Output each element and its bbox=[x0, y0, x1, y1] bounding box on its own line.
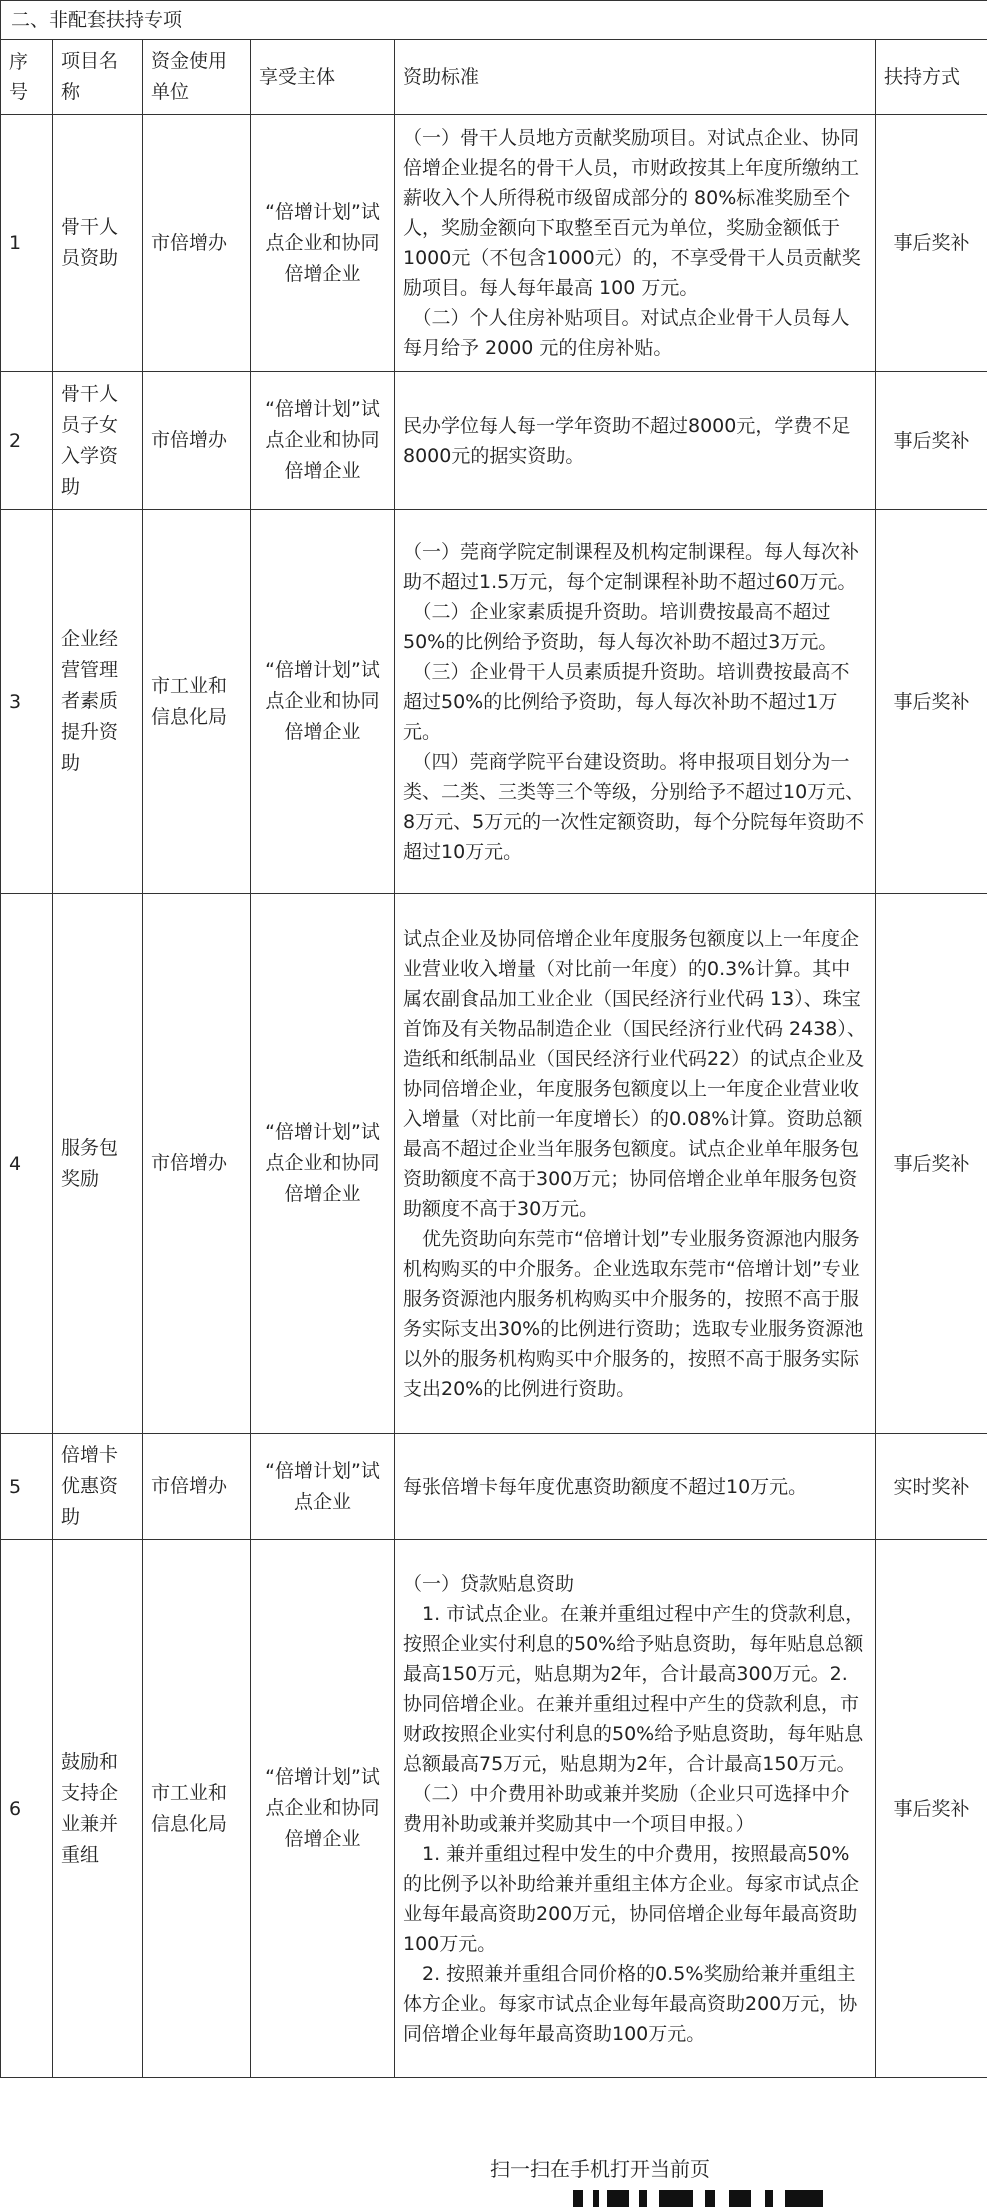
row-subject: “倍增计划”试点企业 bbox=[251, 1434, 395, 1540]
row-standard bbox=[395, 115, 876, 372]
row-mode: 事后奖补 bbox=[876, 1540, 987, 2078]
table-row bbox=[1, 1434, 987, 1540]
row-subject: “倍增计划”试点企业和协同倍增企业 bbox=[251, 894, 395, 1434]
row-index: 3 bbox=[1, 510, 53, 894]
row-index: 5 bbox=[1, 1434, 53, 1540]
row-unit: 市倍增办 bbox=[143, 894, 251, 1434]
table-row bbox=[1, 510, 987, 894]
qr-code-icon bbox=[573, 2190, 823, 2207]
row-name: 倍增卡优惠资助 bbox=[53, 1434, 143, 1540]
row-standard bbox=[395, 894, 876, 1434]
row-mode: 事后奖补 bbox=[876, 510, 987, 894]
standard-text: 试点企业及协同倍增企业年度服务包额度以上一年度企业营业收入增量（对比前一年度）的0.3%计算。其中属农副食品加工业企业（国民经济行业代码 13）、珠宝首饰及有关物品制造企业（国民经济行业代码 2438）、造纸和纸制品业（国民经济行业代码22）的试点企业及协同倍增企业，年度服务包额度以上一年度企业营业收入增量（对比前一年度增长）的0.08%计算。资助总额最高不超过企业当年服务包额度。试点企业单年服务包资助额度不高于300万元；协同倍增企业单年服务包资助额度不高于30万元。 优先资助向东莞市“倍增计划”专业服务资源池内服务机构购买的中介服务。企业选取东莞市“倍增计划”专业服务资源池内服务机构购买中介服务的，按照不高于服务实际支出30%的比例进行资助；选取专业服务资源池以外的服务机构购买中介服务的，按照不高于服务实际支出20%的比例进行资助。 bbox=[403, 927, 866, 1400]
table-row bbox=[1, 1540, 987, 2078]
standard-text: （一）骨干人员地方贡献奖励项目。对试点企业、协同倍增企业提名的骨干人员，市财政按其上年度所缴纳工薪收入个人所得税市级留成部分的 80%标准奖励至个人，奖励金额向下取整至百元为单位，奖励金额低于1000元（不包含1000元）的，不享受骨干人员贡献奖励项目。每人每年最高 100 万元。 （二）个人住房补贴项目。对试点企业骨干人员每人每月给予 2000 元的住房补贴。 bbox=[403, 127, 861, 359]
row-unit: 市倍增办 bbox=[143, 1434, 251, 1540]
row-unit: 市工业和信息化局 bbox=[143, 510, 251, 894]
row-name: 服务包奖励 bbox=[53, 894, 143, 1434]
row-mode: 事后奖补 bbox=[876, 372, 987, 510]
table-row bbox=[1, 372, 987, 510]
standard-text: （一）莞商学院定制课程及机构定制课程。每人每次补助不超过1.5万元，每个定制课程补助不超过60万元。 （二）企业家素质提升资助。培训费按最高不超过50%的比例给予资助，每人每次补助不超过3万元。 （三）企业骨干人员素质提升资助。培训费按最高不超过50%的比例给予资助，每人每次补助不超过1万元。 （四）莞商学院平台建设资助。将申报项目划分为一类、二类、三类等三个等级，分别给予不超过10万元、8万元、5万元的一次性定额资助，每个分院每年资助不超过10万元。 bbox=[403, 540, 865, 863]
row-mode: 实时奖补 bbox=[876, 1434, 987, 1540]
row-standard bbox=[395, 510, 876, 894]
standard-text: 每张倍增卡每年度优惠资助额度不超过10万元。 bbox=[403, 1475, 808, 1498]
header-index: 序号 bbox=[1, 40, 53, 115]
row-unit: 市工业和信息化局 bbox=[143, 1540, 251, 2078]
header-name: 项目名称 bbox=[53, 40, 143, 115]
section-title: 二、非配套扶持专项 bbox=[1, 1, 987, 40]
header-subject: 享受主体 bbox=[251, 40, 395, 115]
row-name: 骨干人员资助 bbox=[53, 115, 143, 372]
row-standard bbox=[395, 1540, 876, 2078]
row-name: 骨干人员子女入学资助 bbox=[53, 372, 143, 510]
header-mode: 扶持方式 bbox=[876, 40, 987, 115]
row-index: 2 bbox=[1, 372, 53, 510]
row-unit: 市倍增办 bbox=[143, 372, 251, 510]
row-standard bbox=[395, 372, 876, 510]
row-standard bbox=[395, 1434, 876, 1540]
header-row bbox=[1, 40, 987, 115]
row-subject: “倍增计划”试点企业和协同倍增企业 bbox=[251, 510, 395, 894]
standard-text: 民办学位每人每一学年资助不超过8000元，学费不足8000元的据实资助。 bbox=[403, 414, 851, 467]
qr-caption: 扫一扫在手机打开当前页 bbox=[490, 2157, 710, 2181]
row-mode: 事后奖补 bbox=[876, 115, 987, 372]
section-title-row bbox=[1, 1, 987, 40]
row-subject: “倍增计划”试点企业和协同倍增企业 bbox=[251, 372, 395, 510]
header-standard: 资助标准 bbox=[395, 40, 876, 115]
table-row bbox=[1, 115, 987, 372]
row-subject: “倍增计划”试点企业和协同倍增企业 bbox=[251, 115, 395, 372]
row-subject: “倍增计划”试点企业和协同倍增企业 bbox=[251, 1540, 395, 2078]
row-unit: 市倍增办 bbox=[143, 115, 251, 372]
row-name: 企业经营管理者素质提升资助 bbox=[53, 510, 143, 894]
row-index: 6 bbox=[1, 1540, 53, 2078]
row-name: 鼓励和支持企业兼并重组 bbox=[53, 1540, 143, 2078]
header-unit: 资金使用单位 bbox=[143, 40, 251, 115]
row-mode: 事后奖补 bbox=[876, 894, 987, 1434]
row-index: 4 bbox=[1, 894, 53, 1434]
table-row bbox=[1, 894, 987, 1434]
row-index: 1 bbox=[1, 115, 53, 372]
standard-text: （一）贷款贴息资助 1. 市试点企业。在兼并重组过程中产生的贷款利息，按照企业实付利息的50%给予贴息资助，每年贴息总额最高150万元，贴息期为2年，合计最高300万元。2. 协同倍增企业。在兼并重组过程中产生的贷款利息，市财政按照企业实付利息的50%给予贴息资助，每年贴息总额最高75万元，贴息期为2年，合计最高150万元。 （二）中介费用补助或兼并奖励（企业只可选择中介费用补助或兼并奖励其中一个项目申报。） 1. 兼并重组过程中发生的中介费用，按照最高50%的比例予以补助给兼并重组主体方企业。每家市试点企业每年最高资助200万元，协同倍增企业每年最高资助100万元。 2. 按照兼并重组合同价格的0.5%奖励给兼并重组主体方企业。每家市试点企业每年最高资助200万元，协同倍增企业每年最高资助100万元。 bbox=[403, 1572, 865, 2045]
